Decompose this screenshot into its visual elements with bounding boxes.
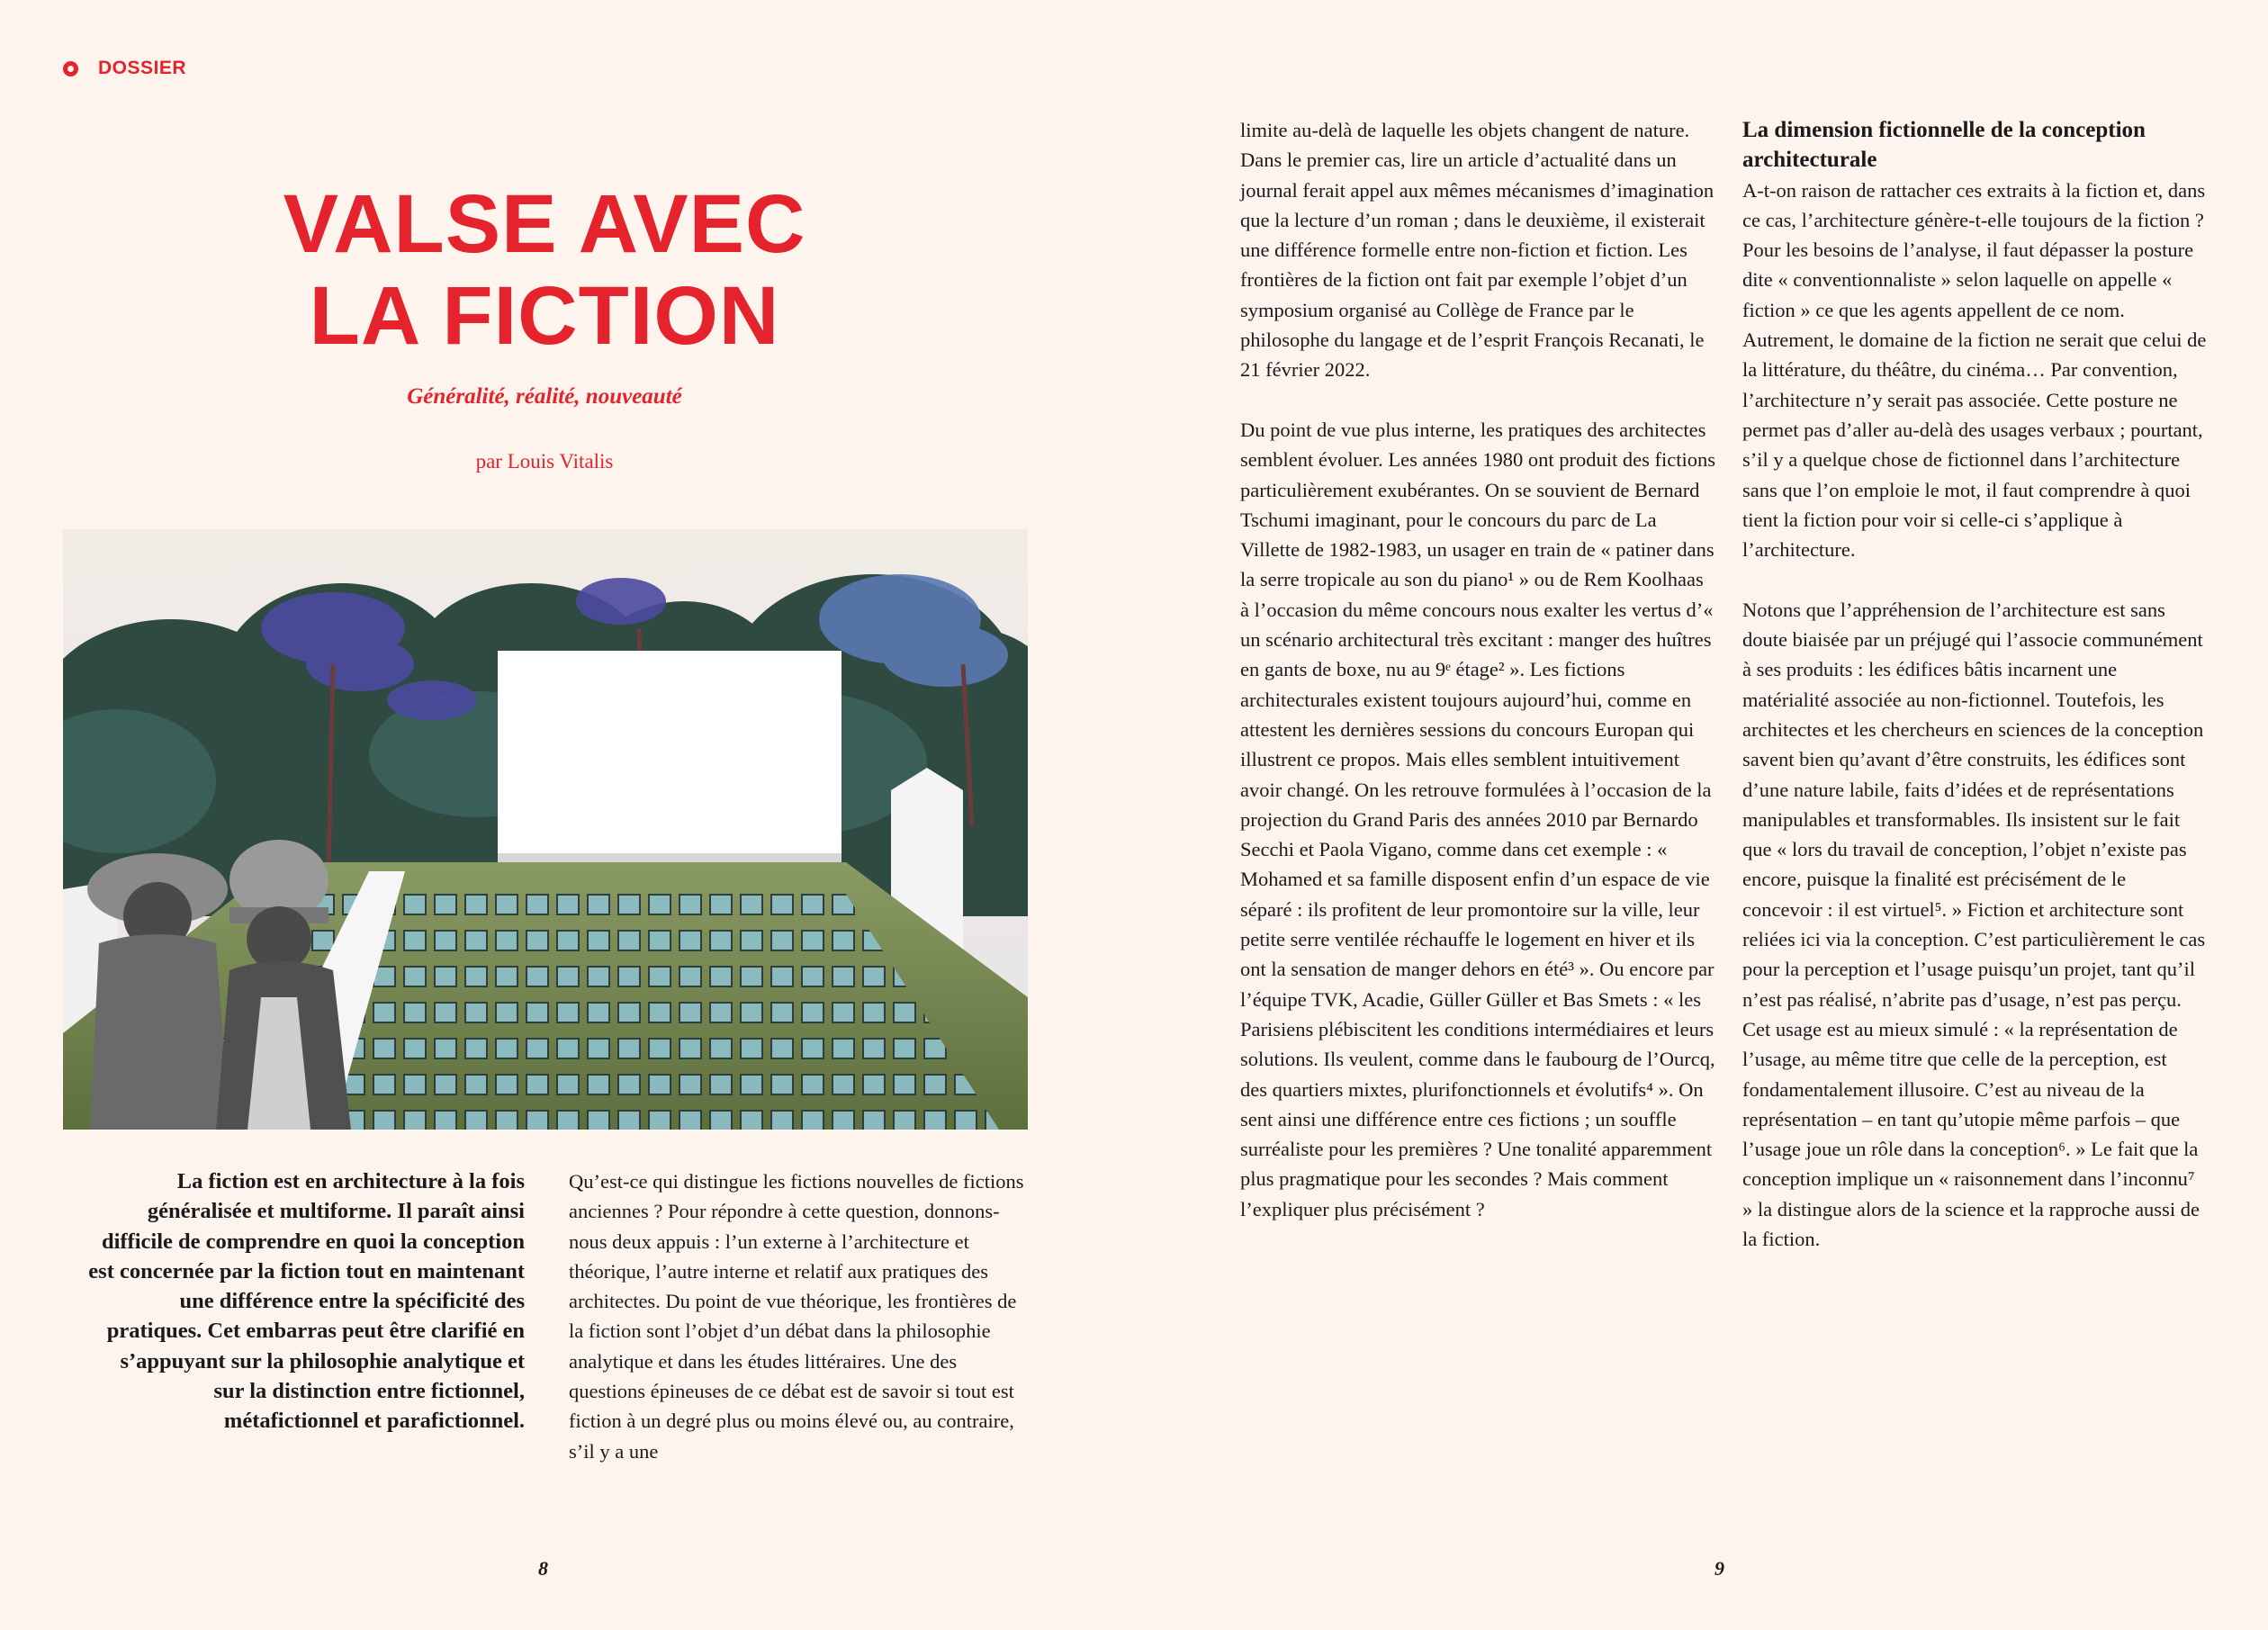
title-line-2: LA FICTION: [309, 270, 780, 362]
body-column-3: [1742, 115, 2207, 1254]
section-heading: La dimension fictionnelle de la conception architecturale: [1742, 118, 2146, 173]
article-lead: La fiction est en architecture à la fois généralisée et multiforme. Il paraît ainsi difficile de comprendre en quoi la conception est concernée par la fiction tout en maintenant une différence entre la spécificité des pratiques. Cet embarras peut être clarifié en s’appuyant sur la philosophie analytique et sur la distinction entre fictionnel, métafictionnel et parafictionnel.: [88, 1169, 525, 1434]
body-column-1: [569, 1166, 1028, 1466]
page-number-left: 8: [538, 1557, 548, 1580]
body-column-2: [1240, 115, 1717, 1224]
cinema-illustration: [63, 529, 1028, 1130]
paragraph: A-t-on raison de rattacher ces extraits à la fiction et, dans ce cas, l’architecture génère-t-elle toujours de la fiction ? Pour les besoins de l’analyse, il faut dépasser la posture dite « conventionnaliste » selon laquelle on appelle « fiction » ce que les agents appellent de ce nom. Autrement, le domaine de la fiction ne serait que celui de la littérature, du théâtre, du cinéma… Par convention, l’architecture n’y serait pas associée. Cette posture ne permet pas d’aller au-delà des usages verbaux ; pourtant, s’il y a quelque chose de fictionnel dans l’architecture sans que l’on emploie le mot, il faut comprendre à quoi tient la fiction pour voir si celle-ci s’applique à l’architecture.: [1742, 178, 2207, 562]
article-subtitle: Généralité, réalité, nouveauté: [407, 384, 682, 409]
article-title: [261, 178, 828, 362]
cinema-collage-image: [63, 529, 1028, 1130]
paragraph: Qu’est-ce qui distingue les fictions nouvelles de fictions anciennes ? Pour répondre à cette question, donnons-nous deux appuis : l’un externe à l’architecture et théorique, l’autre interne et relatif aux pratiques des architectes. Du point de vue théorique, les frontières de la fiction sont l’objet d’un débat dans la philosophie analytique et dans les études littéraires. Une des questions épineuses de ce débat est de savoir si tout est fiction à un degré plus ou moins élevé ou, au contraire, s’il y a une: [569, 1170, 1024, 1463]
article-byline: par Louis Vitalis: [475, 450, 614, 473]
section-bullet-icon: [63, 61, 78, 77]
section-label: DOSSIER: [98, 58, 187, 78]
paragraph: limite au-delà de laquelle les objets changent de nature. Dans le premier cas, lire un article d’actualité dans un journal ferait appel aux mêmes mécanismes d’imagination que la lecture d’un roman ; dans le deuxième, il existerait une différence formelle entre non-fiction et fiction. Les frontières de la fiction ont fait par exemple l’objet d’un symposium organisé au Collège de France par le philosophe du langage et de l’esprit François Recanati, le 21 février 2022.: [1240, 119, 1714, 382]
paragraph: Du point de vue plus interne, les pratiques des architectes semblent évoluer. Les années 1980 ont produit des fictions particulièrement exubérantes. On se souvient de Bernard Tschumi imaginant, pour le concours du parc de La Villette de 1982-1983, un usager en train de « patiner dans la serre tropicale au son du piano¹ » ou de Rem Koolhaas à l’occasion du même concours nous exalter les vertus d’« un scénario architectural très excitant : manger des huîtres en gants de boxe, nu au 9ᵉ étage² ». Les fictions architecturales existent toujours aujourd’hui, comme en attestent les dernières sessions du concours Europan qui illustrent ce propos. Mais elles semblent intuitivement avoir changé. On les retrouve formulées à l’occasion de la projection du Grand Paris des années 2010 par Bernardo Secchi et Paola Vigano, comme dans cet exemple : « Mohamed et sa famille disposent enfin d’un espace de vie séparé : ils profitent de leur promontoire sur la ville, leur petite serre ventilée réchauffe le logement en hiver et ils ont la sensation de manger dehors en été³ ». Ou encore par l’équipe TVK, Acadie, Güller Güller et Bas Smets : « les Parisiens plébiscitent les conditions intermédiaires et leurs solutions. Ils veulent, comme dans le faubourg de l’Ourcq, des quartiers mixtes, plurifonctionnels et évolutifs⁴ ». On sent ainsi une différence entre ces fictions ; un souffle surréaliste pour les premières ? Une tonalité apparemment plus pragmatique pour les secondes ? Mais comment l’expliquer plus précisément ?: [1240, 418, 1716, 1220]
section-tag: [63, 58, 186, 79]
title-line-1: VALSE AVEC: [283, 178, 806, 270]
paragraph: Notons que l’appréhension de l’architecture est sans doute biaisée par un préjugé qui l’associe communément à ses produits : les édifices bâtis incarnent une matérialité associée au non-fictionnel. Toutefois, les architectes et les chercheurs en sciences de la conception savent bien qu’avant d’être construits, les édifices sont d’une nature labile, faits d’idées et de représentations manipulables et transformables. Ils insistent sur le fait que « lors du travail de conception, l’objet n’existe pas encore, puisque la finalité est précisément de le concevoir : il est virtuel⁵. » Fiction et architecture sont reliées ici via la conception. C’est particulièrement le cas pour la perception et l’usage puisqu’un projet, tant qu’il n’est pas réalisé, n’abrite pas d’usage, n’est pas perçu. Cet usage est au mieux simulé : « la représentation de l’usage, au même titre que celle de la perception, est fondamentalement illusoire. C’est au niveau de la représentation – en tant qu’utopie même parfois – que l’usage joue un rôle dans la conception⁶. » Le fait que la conception implique un « raisonnement dans l’inconnu⁷ » la distingue alors de la science et la rapproche aussi de la fiction.: [1742, 598, 2206, 1250]
page-number-right: 9: [1714, 1557, 1724, 1580]
